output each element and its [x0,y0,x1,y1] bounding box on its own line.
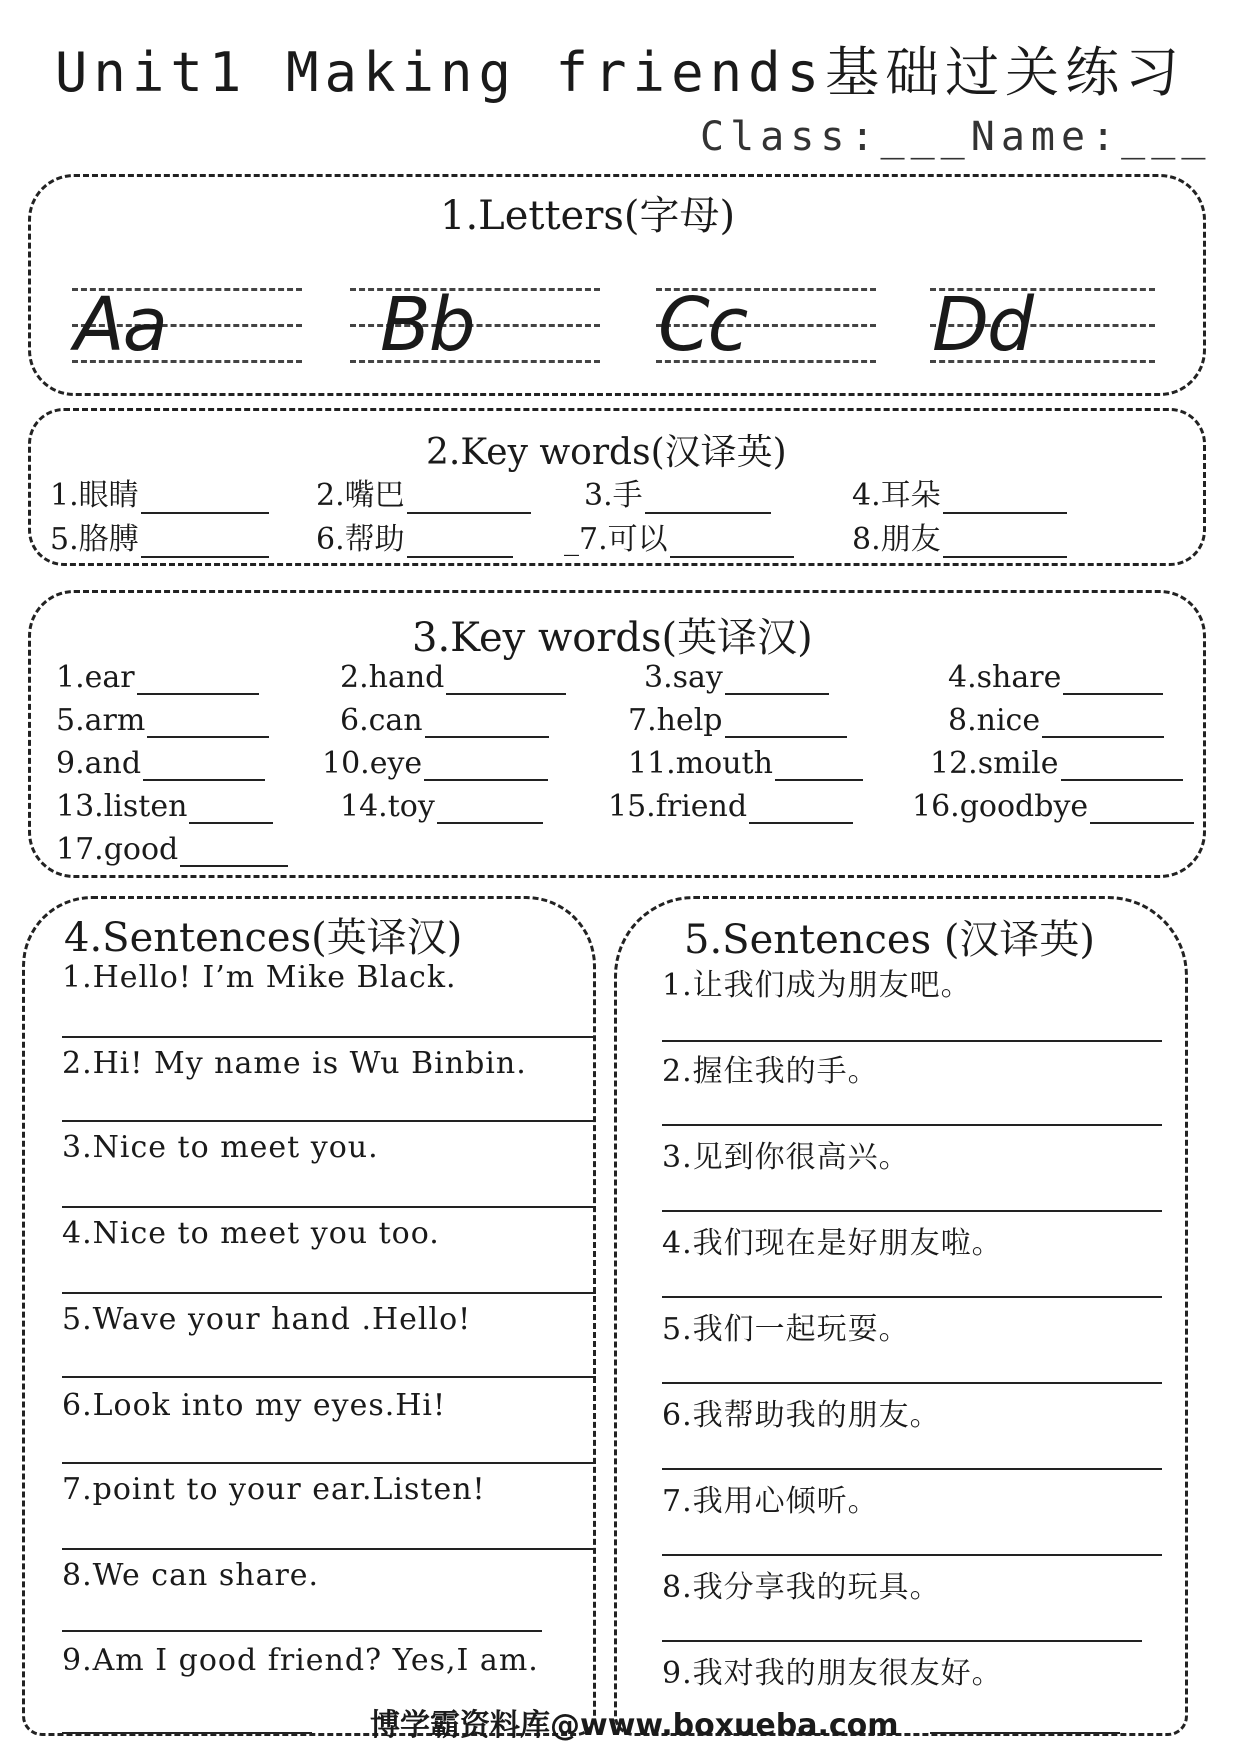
keyword-item: 10.eye [322,746,548,781]
sentence-item: 6.Look into my eyes.Hi! [62,1388,447,1423]
answer-line[interactable] [662,1040,1162,1042]
answer-blank[interactable] [143,749,265,781]
keyword-item: 2.嘴巴 [316,470,531,514]
sentence-item: 3.见到你很高兴。 [662,1140,910,1175]
keyword-item: 5.arm [56,703,269,738]
sentence-item: 5.Wave your hand .Hello! [62,1302,472,1337]
keyword-item: 9.and [56,746,265,781]
section-keywords-en-cn-title: 3.Key words(英译汉) [412,615,813,661]
sentence-item: 1.Hello! I’m Mike Black. [62,960,457,995]
keyword-item: 11.mouth [628,746,863,781]
answer-line[interactable] [62,1630,542,1632]
answer-line[interactable] [62,1732,312,1734]
keyword-item: 13.listen [56,789,273,824]
sentence-item: 9.Am I good friend? Yes,I am. [62,1643,539,1678]
answer-blank[interactable] [189,792,273,824]
answer-line[interactable] [62,1292,596,1294]
keyword-item: 4.share [948,660,1163,695]
answer-line[interactable] [662,1640,1142,1642]
answer-line[interactable] [62,1376,596,1378]
keyword-item: 8.朋友 [852,514,1067,558]
sentence-item: 6.我帮助我的朋友。 [662,1398,941,1433]
answer-blank[interactable] [180,835,288,867]
answer-blank[interactable] [645,482,771,514]
answer-line[interactable] [930,1732,1120,1734]
answer-line[interactable] [662,1382,1162,1384]
answer-blank[interactable] [943,526,1067,558]
keyword-item: 1.ear [56,660,259,695]
answer-blank[interactable] [425,706,549,738]
answer-line[interactable] [662,1210,1162,1212]
answer-blank[interactable] [725,663,829,695]
letter-writing-cc [656,280,876,370]
answer-blank[interactable] [670,526,794,558]
keyword-item: 2.hand [340,660,566,695]
answer-blank[interactable] [407,526,513,558]
sentence-item: 4.我们现在是好朋友啦。 [662,1226,1003,1261]
keyword-item: 8.nice [948,703,1164,738]
keyword-item: 6.帮助 [316,514,513,558]
letter-aa: Aa [74,282,166,368]
sentence-item: 1.让我们成为朋友吧。 [662,968,972,1003]
answer-blank[interactable] [943,482,1067,514]
section-letters-title: 1.Letters(字母) [440,193,736,239]
keyword-item: 4.耳朵 [852,470,1067,514]
section-sentences-cn-en-title: 5.Sentences (汉译英) [684,917,1096,963]
keyword-item: 14.toy [340,789,543,824]
sentence-item: 8.我分享我的玩具。 [662,1570,941,1605]
keyword-item: 12.smile [930,746,1183,781]
letter-bb: Bb [380,282,474,368]
answer-blank[interactable] [1042,706,1164,738]
answer-blank[interactable] [141,482,269,514]
sentence-item: 8.We can share. [62,1558,320,1593]
answer-line[interactable] [662,1296,1162,1298]
sentence-item: 9.我对我的朋友很友好。 [662,1656,1003,1691]
keyword-item: 16.goodbye [912,789,1194,824]
answer-blank[interactable] [424,749,548,781]
answer-line[interactable] [662,1554,1162,1556]
answer-blank[interactable] [1061,749,1183,781]
letter-writing-aa [72,280,302,370]
letter-dd: Dd [932,282,1032,368]
sentence-item: 2.Hi! My name is Wu Binbin. [62,1046,527,1081]
answer-blank[interactable] [446,663,566,695]
class-name-line: Class:___Name:___ [700,114,1212,160]
keyword-item: _7.可以 [564,514,794,558]
answer-blank[interactable] [749,792,853,824]
answer-line[interactable] [62,1120,596,1122]
keyword-item: 5.胳膊 [50,514,269,558]
answer-line[interactable] [62,1036,596,1038]
keyword-item: 15.friend [608,789,853,824]
letter-writing-bb [350,280,600,370]
answer-line[interactable] [662,1468,1162,1470]
sentence-item: 4.Nice to meet you too. [62,1216,440,1251]
keyword-item: 7.help [628,703,847,738]
sentence-item: 7.我用心倾听。 [662,1484,879,1519]
answer-blank[interactable] [775,749,863,781]
answer-blank[interactable] [725,706,847,738]
answer-blank[interactable] [147,706,269,738]
sentence-item: 2.握住我的手。 [662,1054,879,1089]
answer-blank[interactable] [141,526,269,558]
answer-line[interactable] [62,1206,596,1208]
section-keywords-cn-en-title: 2.Key words(汉译英) [426,432,787,473]
keyword-item: 3.say [644,660,829,695]
answer-blank[interactable] [1090,792,1194,824]
keyword-item: 17.good [56,832,288,867]
answer-blank[interactable] [137,663,259,695]
letter-cc: Cc [658,282,747,368]
keyword-item: 3.手 [584,470,771,514]
answer-blank[interactable] [437,792,543,824]
answer-blank[interactable] [407,482,531,514]
answer-blank[interactable] [1063,663,1163,695]
keyword-item: 1.眼睛 [50,470,269,514]
sentence-item: 3.Nice to meet you. [62,1130,379,1165]
letter-writing-dd [930,280,1155,370]
answer-line[interactable] [62,1548,596,1550]
sentence-item: 7.point to your ear.Listen! [62,1472,486,1507]
worksheet-title: Unit1 Making friends基础过关练习 [54,41,1186,104]
answer-line[interactable] [662,1124,1162,1126]
section-sentences-en-cn-title: 4.Sentences(英译汉) [64,915,463,961]
keyword-item: 6.can [340,703,549,738]
footer-watermark: 博学霸资料库@www.boxueba.com [370,1708,899,1743]
answer-line[interactable] [62,1462,596,1464]
sentence-item: 5.我们一起玩耍。 [662,1312,910,1347]
